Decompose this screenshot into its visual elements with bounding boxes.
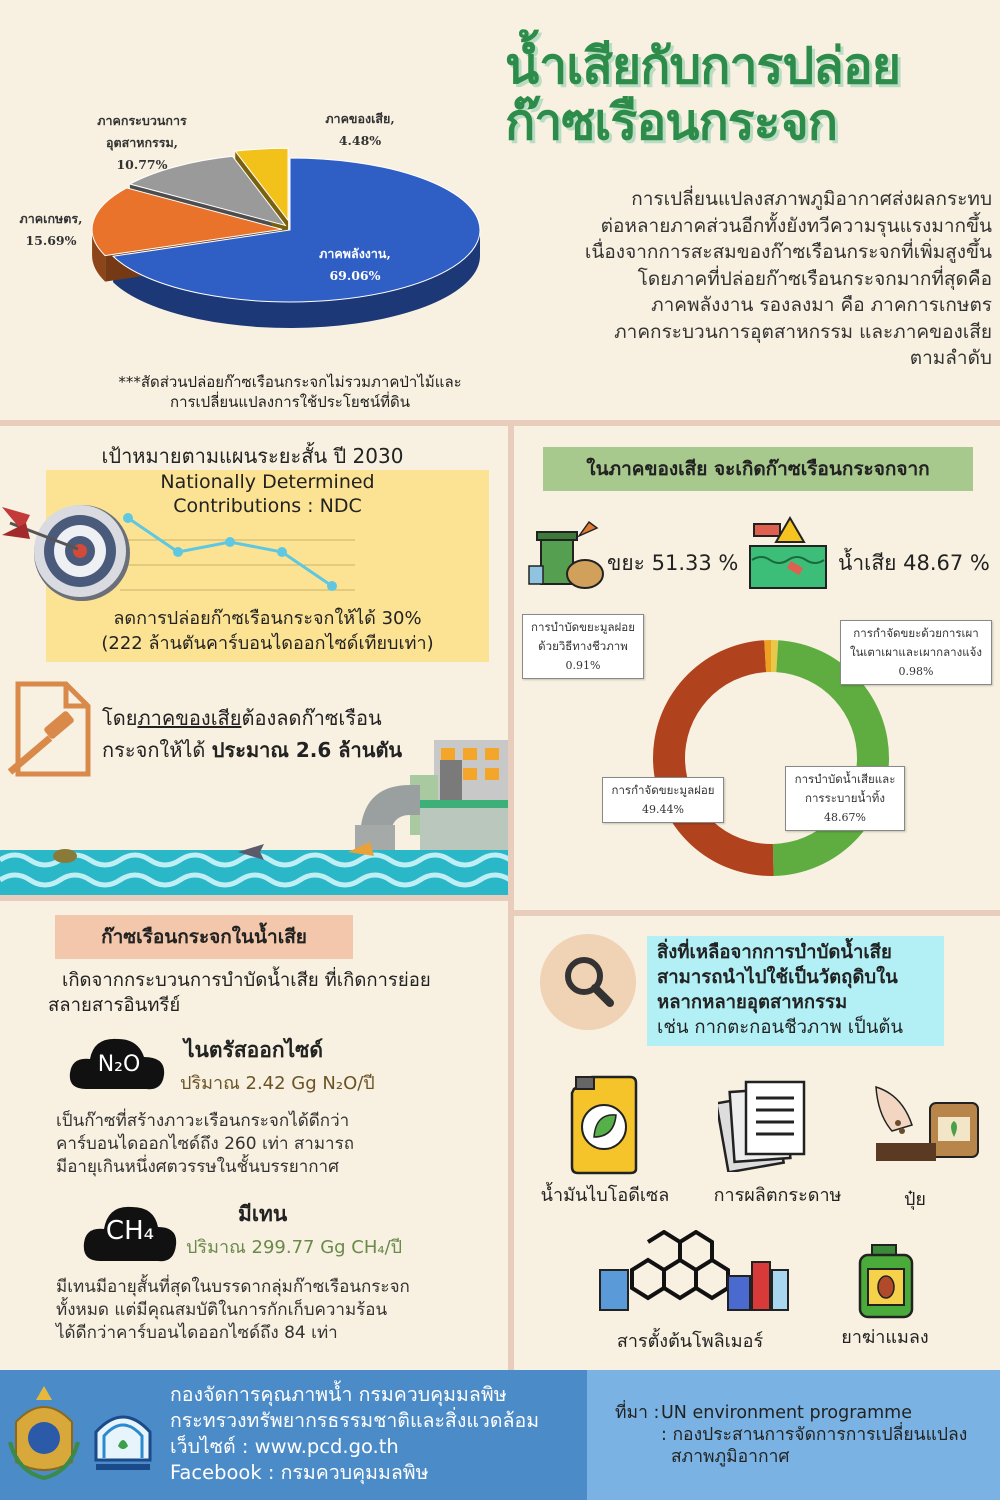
ministry-emblem-logo: [8, 1382, 80, 1482]
ndc-title: Nationally Determined Contributions : NDC: [160, 471, 375, 517]
ndc-goal: ลดการปล่อยก๊าซเรือนกระจกให้ได้ 30% (222 ล้านตันคาร์บอนไดออกไซด์เทียบเท่า): [101, 608, 434, 654]
facebook-link[interactable]: Facebook : กรมควบคุมมลพิษ: [170, 1461, 429, 1484]
intro-line: เนื่องจากการสะสมของก๊าซเรือนกระจกที่เพิ่มสูงขึ้น: [584, 241, 992, 263]
section-divider: [514, 910, 1000, 916]
reuse-item-paper: การผลิตกระดาษ: [713, 1185, 842, 1206]
column-divider: [508, 426, 514, 1370]
intro-line: ภาคพลังงาน รองลงมา คือ ภาคการเกษตร: [651, 294, 992, 316]
waste-sector-heading: ในภาคของเสีย จะเกิดก๊าซเรือนกระจกจาก: [543, 447, 973, 491]
ndc-heading: เป้าหมายตามแผนระยะสั้น ปี 2030: [101, 444, 404, 468]
reuse-panel: สิ่งที่เหลือจากการบำบัดน้ำเสีย สามารถนำไปใช้เป็นวัตถุดิบใน หลากหลายอุตสาหกรรม เช่น กากตะกอนชีวภาพ เป็นต้น: [647, 936, 944, 1046]
ch4-amount: ปริมาณ 299.77 Gg CH₄/ปี: [186, 1237, 403, 1258]
ch4-description: มีเทนมีอายุสั้นที่สุดในบรรดากลุ่มก๊าซเรือนกระจก ทั้งหมด แต่มีคุณสมบัติในการกักเก็บความร้อน ได้ดีกว่าคาร์บอนไดออกไซด์ถึง 84 เท่า: [56, 1277, 410, 1343]
ch4-name: มีเทน: [238, 1202, 288, 1226]
title-line-2: ก๊าซเรือนกระจก: [505, 93, 837, 151]
reuse-item-pesticide: ยาฆ่าแมลง: [841, 1327, 929, 1348]
target-icon: [0, 495, 135, 615]
paper-icon: [718, 1080, 810, 1172]
n2o-name: ไนตรัสออกไซด์: [184, 1038, 324, 1062]
title-line-1: น้ำเสียกับการปล่อย: [505, 37, 901, 95]
fertilizer-icon: [872, 1085, 984, 1165]
intro-line: ต่อหลายภาคส่วนอีกทั้งยังทวีความรุนแรงมากขึ้น: [600, 214, 992, 237]
polymer-icon: [592, 1230, 802, 1316]
intro-line: การเปลี่ยนแปลงสภาพภูมิอากาศส่งผลกระทบ: [631, 188, 992, 210]
waste-target-text: โดยภาคของเสียต้องลดก๊าซเรือน กระจกให้ได้ ประมาณ 2.6 ล้านตัน: [102, 706, 403, 762]
pcd-logo: [90, 1400, 156, 1480]
ch4-symbol: CH₄: [105, 1216, 155, 1246]
intro-line: ตามลำดับ: [909, 347, 992, 369]
pie-label-industry: ภาคกระบวนการ อุตสาหกรรม, 10.77%: [97, 113, 187, 172]
website-link[interactable]: เว็บไซต์ : www.pcd.go.th: [170, 1435, 399, 1458]
biodiesel-can-icon: [568, 1075, 640, 1175]
intro-paragraph: [520, 186, 992, 372]
garbage-share: ขยะ 51.33 %: [607, 551, 739, 575]
footer-contact: กองจัดการคุณภาพน้ำ กรมควบคุมมลพิษ กระทรวงทรัพยากรธรรมชาติและสิ่งแวดล้อม เว็บไซต์ : www.pcd.go.th Facebook : กรมควบคุมมลพิษ: [170, 1382, 590, 1486]
section-divider: [0, 895, 508, 901]
pie-label-waste: ภาคของเสีย, 4.48%: [325, 111, 395, 148]
reuse-item-fertilizer: ปุ๋ย: [904, 1189, 926, 1210]
donut-segment: [653, 640, 774, 876]
source-credits: ที่มา : UN environment programme : กองประสานการจัดการการเปลี่ยนแปลง สภาพภูมิอากาศ: [615, 1403, 968, 1467]
n2o-symbol: N₂O: [97, 1052, 141, 1077]
pesticide-icon: [856, 1243, 916, 1319]
n2o-description: เป็นก๊าซที่สร้างภาวะเรือนกระจกได้ดีกว่า คาร์บอนไดออกไซด์ถึง 260 เท่า สามารถ มีอายุเกินหนึ่งศตวรรษในชั้นบรรยากาศ: [56, 1111, 355, 1177]
ndc-trend-line: [100, 510, 360, 610]
donut-callout-bio: การบำบัดขยะมูลฝอย ด้วยวิธีทางชีวภาพ 0.91%: [522, 614, 644, 679]
pie-label-agriculture: ภาคเกษตร, 15.69%: [19, 211, 83, 248]
garbage-icon: [527, 516, 607, 590]
donut-callout-solid-waste: การกำจัดขยะมูลฝอย 49.44%: [602, 777, 724, 823]
intro-line: โดยภาคที่ปล่อยก๊าซเรือนกระจกมากที่สุดคือ: [637, 267, 992, 290]
reuse-item-biodiesel: น้ำมันไบโอดีเซล: [540, 1185, 670, 1206]
wastewater-icon: [748, 516, 828, 590]
wastewater-share: น้ำเสีย 48.67 %: [838, 551, 990, 575]
donut-callout-wastewater: การบำบัดน้ำเสียและ การระบายน้ำทิ้ง 48.67%: [785, 766, 905, 831]
donut-callout-incineration: การกำจัดขยะด้วยการเผา ในเตาเผาและเผากลางแจ้ง 0.98%: [840, 620, 992, 685]
reuse-item-polymer: สารตั้งต้นโพลิเมอร์: [616, 1331, 764, 1352]
page-title: [505, 38, 995, 150]
pie-footnote: ***สัดส่วนปล่อยก๊าซเรือนกระจกไม่รวมภาคป่าไม้และ การเปลี่ยนแปลงการใช้ประโยชน์ที่ดิน: [118, 373, 462, 411]
ghg-wastewater-heading: ก๊าซเรือนกระจกในน้ำเสีย: [55, 915, 353, 959]
factory-water-illustration: [0, 730, 508, 895]
intro-line: ภาคกระบวนการอุตสาหกรรม และภาคของเสีย: [614, 320, 992, 343]
ghg-intro: เกิดจากกระบวนการบำบัดน้ำเสีย ที่เกิดการย่อย สลายสารอินทรีย์: [48, 970, 431, 1016]
section-divider: [0, 420, 1000, 426]
n2o-amount: ปริมาณ 2.42 Gg N₂O/ปี: [180, 1073, 375, 1094]
pie-label-energy: ภาคพลังงาน, 69.06%: [319, 246, 391, 283]
search-icon: [538, 932, 638, 1032]
